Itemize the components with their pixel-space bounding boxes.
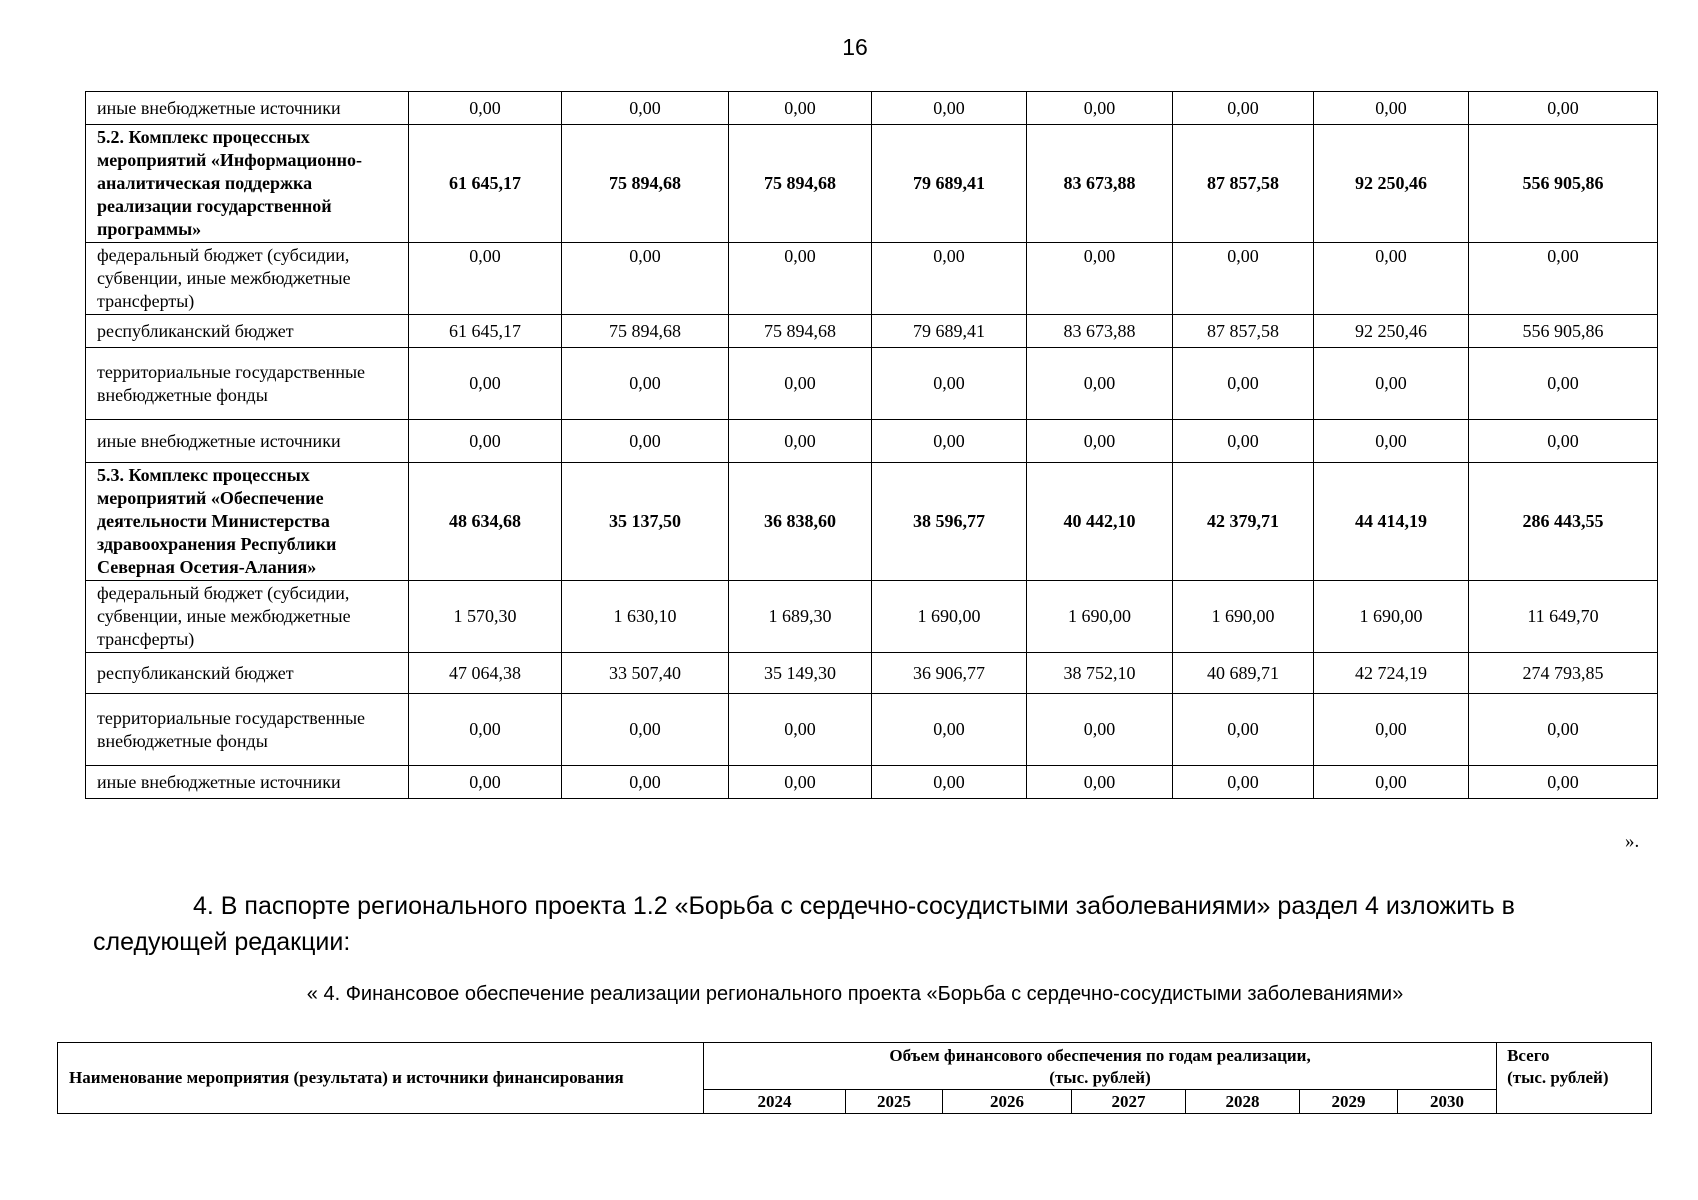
value-cell: 0,00 [1027, 243, 1173, 315]
value-cell: 79 689,41 [872, 125, 1027, 243]
value-cell: 0,00 [872, 92, 1027, 125]
value-cell: 1 690,00 [872, 581, 1027, 653]
value-cell: 0,00 [1314, 694, 1469, 766]
value-cell: 0,00 [562, 420, 729, 463]
value-cell: 35 149,30 [729, 653, 872, 694]
row-name-cell: 5.3. Комплекс процессных мероприятий «Обеспечение деятельности Министерства здравоохранения Республики Северная Осетия-Алания» [86, 463, 409, 581]
year-cell: 2024 [704, 1090, 846, 1114]
value-cell: 44 414,19 [1314, 463, 1469, 581]
value-cell: 0,00 [1173, 243, 1314, 315]
value-cell: 0,00 [1173, 348, 1314, 420]
project-financing-header-table [57, 1042, 1652, 1114]
value-cell: 0,00 [1314, 92, 1469, 125]
value-cell: 0,00 [729, 694, 872, 766]
value-cell: 0,00 [1469, 348, 1658, 420]
year-cell: 2026 [943, 1090, 1072, 1114]
value-cell: 0,00 [1314, 243, 1469, 315]
value-cell: 1 690,00 [1027, 581, 1173, 653]
value-cell: 61 645,17 [409, 125, 562, 243]
value-cell: 83 673,88 [1027, 315, 1173, 348]
value-cell: 92 250,46 [1314, 315, 1469, 348]
value-cell: 556 905,86 [1469, 315, 1658, 348]
header-total-line1: Всего [1507, 1046, 1550, 1065]
value-cell: 11 649,70 [1469, 581, 1658, 653]
row-name-cell: иные внебюджетные источники [86, 766, 409, 799]
closing-quote: ». [1625, 831, 1640, 852]
value-cell: 0,00 [1173, 420, 1314, 463]
value-cell: 0,00 [562, 92, 729, 125]
value-cell: 47 064,38 [409, 653, 562, 694]
value-cell: 0,00 [872, 243, 1027, 315]
value-cell: 38 752,10 [1027, 653, 1173, 694]
value-cell: 61 645,17 [409, 315, 562, 348]
value-cell: 48 634,68 [409, 463, 562, 581]
value-cell: 0,00 [409, 694, 562, 766]
row-name-cell: территориальные государственные внебюджетные фонды [86, 694, 409, 766]
value-cell: 0,00 [1314, 420, 1469, 463]
value-cell: 0,00 [872, 420, 1027, 463]
financing-table [85, 91, 1658, 799]
value-cell: 0,00 [409, 92, 562, 125]
value-cell: 75 894,68 [562, 315, 729, 348]
value-cell: 0,00 [872, 348, 1027, 420]
table-row [86, 420, 1658, 463]
value-cell: 87 857,58 [1173, 315, 1314, 348]
table-group-row [86, 463, 1658, 581]
section-heading: « 4. Финансовое обеспечение реализации регионального проекта «Борьба с сердечно-сосудистыми заболеваниями» [306, 983, 1404, 1005]
value-cell: 38 596,77 [872, 463, 1027, 581]
value-cell: 0,00 [1027, 694, 1173, 766]
value-cell: 0,00 [1173, 694, 1314, 766]
value-cell: 0,00 [1469, 243, 1658, 315]
value-cell: 75 894,68 [729, 315, 872, 348]
value-cell: 0,00 [1027, 92, 1173, 125]
year-cell: 2028 [1186, 1090, 1300, 1114]
value-cell: 0,00 [409, 766, 562, 799]
value-cell: 0,00 [1469, 766, 1658, 799]
value-cell: 0,00 [562, 694, 729, 766]
value-cell: 1 689,30 [729, 581, 872, 653]
value-cell: 0,00 [729, 420, 872, 463]
value-cell: 0,00 [1469, 420, 1658, 463]
value-cell: 0,00 [1469, 92, 1658, 125]
row-name-cell: 5.2. Комплекс процессных мероприятий «Информационно-аналитическая поддержка реализации государственной программы» [86, 125, 409, 243]
table-row [86, 581, 1658, 653]
value-cell: 0,00 [729, 243, 872, 315]
value-cell: 0,00 [409, 420, 562, 463]
value-cell: 0,00 [1173, 92, 1314, 125]
value-cell: 1 570,30 [409, 581, 562, 653]
header-volume-line1: Объем финансового обеспечения по годам реализации, [889, 1046, 1311, 1065]
value-cell: 286 443,55 [1469, 463, 1658, 581]
row-name-cell: федеральный бюджет (субсидии, субвенции, иные межбюджетные трансферты) [86, 581, 409, 653]
value-cell: 36 906,77 [872, 653, 1027, 694]
value-cell: 75 894,68 [562, 125, 729, 243]
table-row [86, 243, 1658, 315]
value-cell: 0,00 [1027, 348, 1173, 420]
value-cell: 83 673,88 [1027, 125, 1173, 243]
table-row [86, 766, 1658, 799]
value-cell: 35 137,50 [562, 463, 729, 581]
value-cell: 0,00 [729, 348, 872, 420]
value-cell: 36 838,60 [729, 463, 872, 581]
value-cell: 1 690,00 [1314, 581, 1469, 653]
value-cell: 42 724,19 [1314, 653, 1469, 694]
value-cell: 0,00 [1173, 766, 1314, 799]
row-name-cell: иные внебюджетные источники [86, 420, 409, 463]
year-cell: 2030 [1398, 1090, 1497, 1114]
value-cell: 0,00 [409, 348, 562, 420]
amendment-paragraph [93, 888, 1583, 960]
table-row [86, 315, 1658, 348]
row-name-cell: республиканский бюджет [86, 653, 409, 694]
table-row [86, 653, 1658, 694]
value-cell: 0,00 [1469, 694, 1658, 766]
header-volume-cell [704, 1043, 1497, 1090]
value-cell: 0,00 [562, 766, 729, 799]
header-name-cell: Наименование мероприятия (результата) и источники финансирования [58, 1043, 704, 1114]
value-cell: 0,00 [872, 766, 1027, 799]
value-cell: 1 690,00 [1173, 581, 1314, 653]
year-cell: 2027 [1072, 1090, 1186, 1114]
row-name-cell: территориальные государственные внебюджетные фонды [86, 348, 409, 420]
value-cell: 87 857,58 [1173, 125, 1314, 243]
value-cell: 0,00 [1314, 348, 1469, 420]
page-number: 16 [842, 34, 868, 60]
value-cell: 0,00 [1027, 420, 1173, 463]
value-cell: 1 630,10 [562, 581, 729, 653]
row-name-cell: иные внебюджетные источники [86, 92, 409, 125]
value-cell: 79 689,41 [872, 315, 1027, 348]
value-cell: 75 894,68 [729, 125, 872, 243]
year-cell: 2029 [1300, 1090, 1398, 1114]
year-cell: 2025 [846, 1090, 943, 1114]
value-cell: 33 507,40 [562, 653, 729, 694]
value-cell: 40 442,10 [1027, 463, 1173, 581]
value-cell: 42 379,71 [1173, 463, 1314, 581]
value-cell: 556 905,86 [1469, 125, 1658, 243]
table-group-row [86, 125, 1658, 243]
value-cell: 0,00 [562, 348, 729, 420]
row-name-cell: федеральный бюджет (субсидии, субвенции, иные межбюджетные трансферты) [86, 243, 409, 315]
value-cell: 40 689,71 [1173, 653, 1314, 694]
header-volume-line2: (тыс. рублей) [1049, 1068, 1151, 1087]
table-row [86, 348, 1658, 420]
value-cell: 92 250,46 [1314, 125, 1469, 243]
amendment-paragraph-text: 4. В паспорте регионального проекта 1.2 «Борьба с сердечно-сосудистыми заболеваниями» раздел 4 изложить в следующей редакции: [93, 892, 1515, 956]
value-cell: 274 793,85 [1469, 653, 1658, 694]
value-cell: 0,00 [562, 243, 729, 315]
value-cell: 0,00 [1027, 766, 1173, 799]
header-total-cell [1497, 1043, 1652, 1114]
value-cell: 0,00 [872, 694, 1027, 766]
value-cell: 0,00 [1314, 766, 1469, 799]
row-name-cell: республиканский бюджет [86, 315, 409, 348]
table-row [86, 92, 1658, 125]
value-cell: 0,00 [729, 766, 872, 799]
value-cell: 0,00 [729, 92, 872, 125]
value-cell: 0,00 [409, 243, 562, 315]
header-total-line2: (тыс. рублей) [1507, 1068, 1609, 1087]
table-row [86, 694, 1658, 766]
